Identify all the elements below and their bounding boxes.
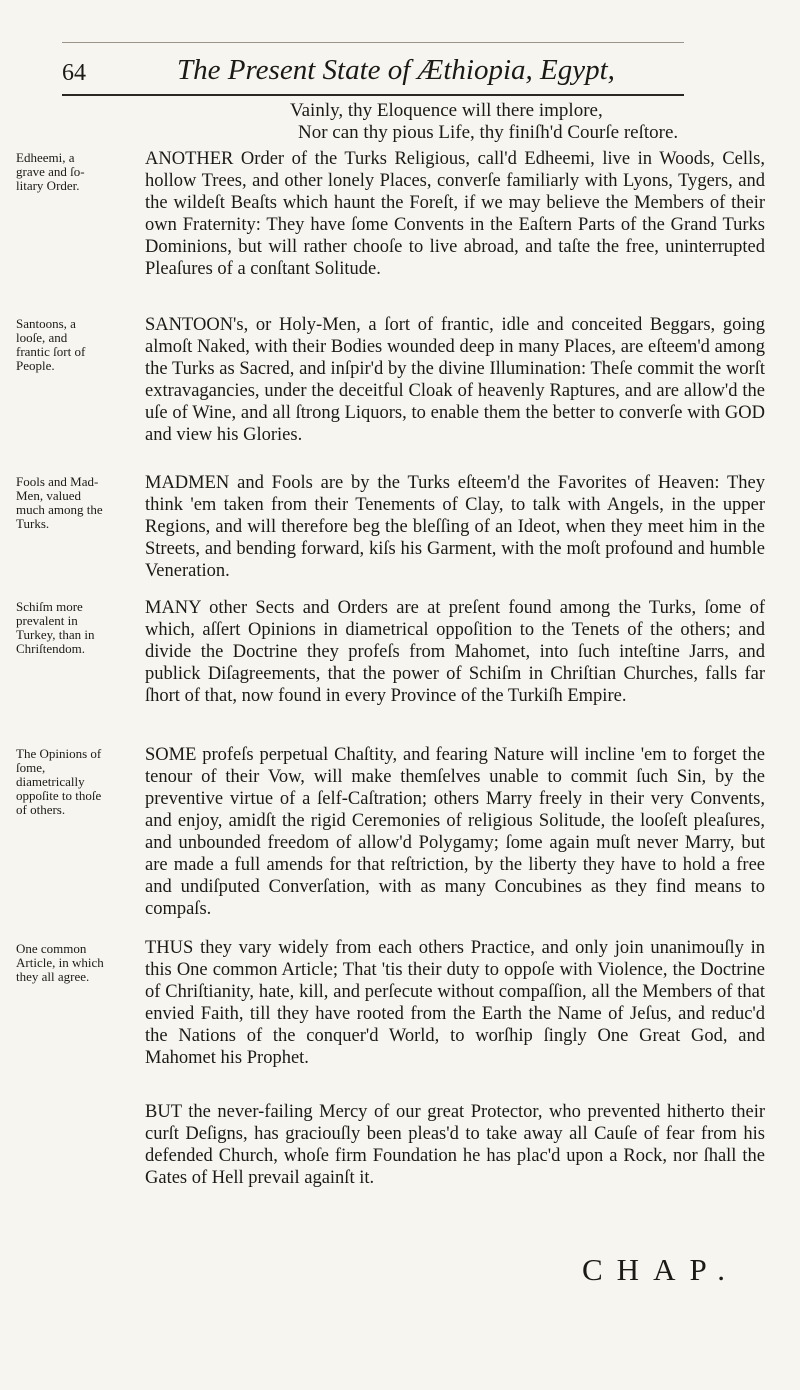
verse-line-2: Nor can thy pious Life, thy finiſh'd Courſe reſtore. (298, 122, 679, 143)
page-number: 64 (62, 60, 86, 86)
sidenote-madmen: Fools and Mad-Men, valued much among the Turks. (16, 474, 103, 531)
sidenote-common-article: One common Article, in which they all agree. (16, 941, 104, 984)
paragraph-santoons: SANTOON's, or Holy-Men, a ſort of frantic, idle and conceited Beggars, going almoſt Naked, with their Bodies wounded deep in many Places, are eſteem'd among the Turks as Sacred, and inſpir'd by the divine Illumination: Theſe commit the worſt extravagancies, under the deceitful Cloak of heavenly Raptures, and are allow'd the uſe of Wine, and all ſtrong Liquors, to enable them the better to converſe with GOD and view his Glories. (145, 315, 765, 445)
paragraph-opinions: SOME profeſs perpetual Chaſtity, and fearing Nature will incline 'em to forget the tenour of their Vow, will make themſelves unable to commit ſuch Sin, by the preventive virtue of a ſelf-Caſtration; others Marry freely in their very Convents, and enjoy, amidſt the rigid Ceremonies of religious Solitude, the looſeſt pleaſures, and unbounded freedom of allow'd Polygamy; ſome again muſt never Marry, but are made a full amends for that reſtriction, by the liberty they have to hold a free and undiſputed Converſation, with as many Concubines as they find means to compaſs. (145, 745, 765, 919)
running-title: The Present State of Æthiopia, Egypt, (177, 54, 615, 86)
paragraph-sects: MANY other Sects and Orders are at preſent found among the Turks, ſome of which, aſſert Opinions in diametrical oppoſition to the Tenets of the others; and divide the Doctrine they profeſs from Mahomet, into ſuch inteſtine Jarrs, and publick Diſagreements, that the power of Schiſm in Chriſtian Churches, falls far ſhort of that, now found in every Province of the Turkiſh Empire. (145, 598, 765, 706)
sidenote-edheemi: Edheemi, a grave and ſo-litary Order. (16, 150, 85, 193)
page-header (62, 52, 762, 94)
verse-line-1: Vainly, thy Eloquence will there implore, (290, 100, 603, 121)
header-rule (62, 94, 684, 96)
catchword: CHAP. (582, 1252, 740, 1287)
top-rule (62, 42, 684, 43)
sidenote-schism: Schiſm more prevalent in Turkey, than in Chriſtendom. (16, 599, 95, 656)
sidenote-opinions: The Opinions of ſome, diametrically oppoſite to thoſe of others. (16, 746, 102, 817)
verse-couplet (290, 100, 710, 144)
sidenote-santoons: Santoons, a looſe, and frantic ſort of People. (16, 316, 86, 373)
paragraph-edheemi: ANOTHER Order of the Turks Religious, call'd Edheemi, live in Woods, Cells, hollow Trees, and other lonely Places, converſe familiarly with Lyons, Tygers, and the wildeſt Beaſts which haunt the Foreſt, if we may believe the Members of their own Fraternity: They have ſome Convents in the Eaſtern Parts of the Grand Turks Dominions, but will rather chooſe to live abroad, and taſte the free, uninterrupted Pleaſures of a conſtant Solitude. (145, 149, 765, 279)
paragraph-common-article: THUS they vary widely from each others Practice, and only join unanimouſly in this One common Article; That 'tis their duty to oppoſe with Violence, the Doctrine of Chriſtianity, hate, kill, and perſecute without compaſſion, all the Members of that envied Faith, till they have rooted from the Earth the Name of Jeſus, and reduc'd the Nations of the conquer'd World, to worſhip ſingly One Great God, and Mahomet his Prophet. (145, 938, 765, 1068)
paragraph-madmen: MADMEN and Fools are by the Turks eſteem'd the Favorites of Heaven: They think 'em taken from their Tenements of Clay, to talk with Angels, in the upper Regions, and will therefore beg the bleſſing of an Ideot, when they meet him in the Streets, and bending forward, kiſs his Garment, with the moſt profound and humble Veneration. (145, 473, 765, 581)
paragraph-mercy: BUT the never-failing Mercy of our great Protector, who prevented hitherto their curſt Deſigns, has graciouſly been pleas'd to take away all Cauſe of fear from his defended Church, whoſe firm Foundation he has plac'd upon a Rock, nor ſhall the Gates of Hell prevail againſt it. (145, 1102, 765, 1188)
